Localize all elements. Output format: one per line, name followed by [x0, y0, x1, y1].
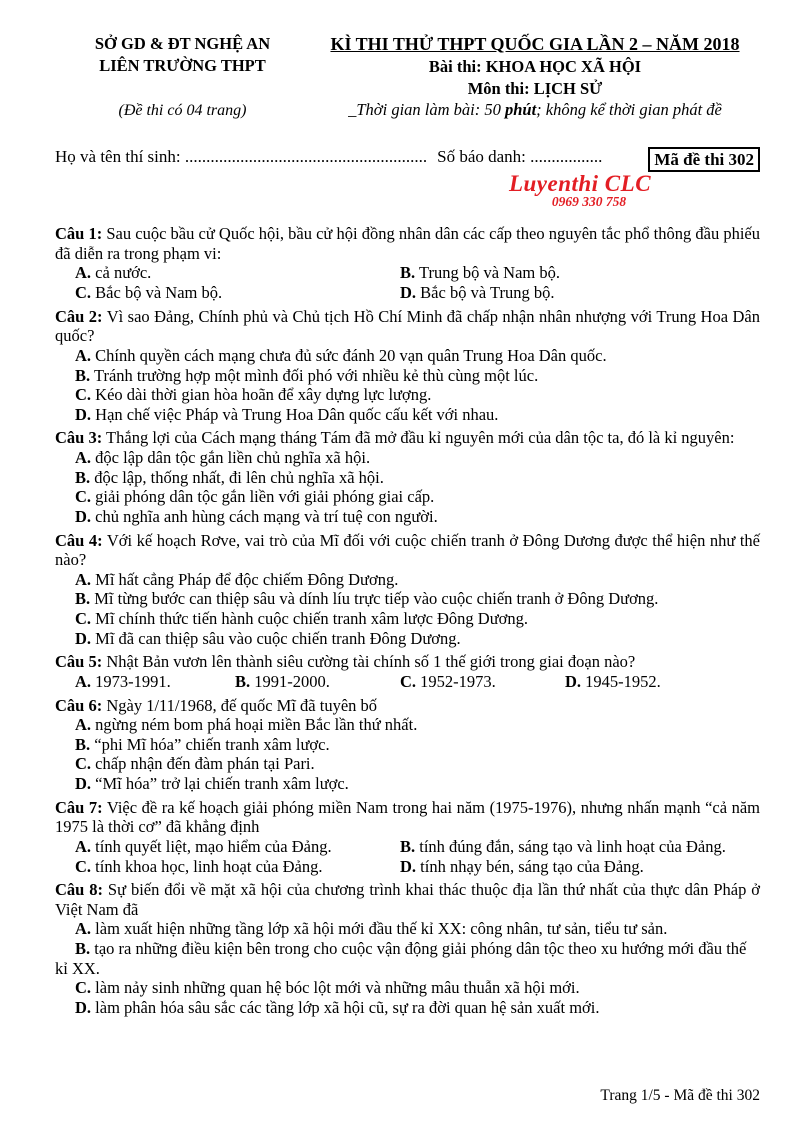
- question-statement: Sự biến đổi về mặt xã hội của chương trình khai thác thuộc địa lần thứ nhất của thực dân Pháp ở Việt Nam đã: [55, 880, 761, 919]
- option-text: “phi Mĩ hóa” chiến tranh xâm lược.: [94, 734, 330, 754]
- option-letter: A.: [75, 715, 92, 735]
- answer-option: [55, 570, 760, 590]
- option-text: Mĩ chính thức tiến hành cuộc chiến tranh xâm lược Đông Dương.: [95, 609, 529, 629]
- duration-suffix: ; không kể thời gian phát đề: [536, 100, 722, 120]
- option-letter: B.: [75, 589, 91, 609]
- question-text: [55, 880, 760, 919]
- authority-line1: SỞ GD & ĐT NGHỆ AN: [94, 34, 271, 53]
- option-letter: A.: [75, 671, 92, 691]
- option-letter: A.: [75, 836, 92, 856]
- option-letter: B.: [235, 671, 251, 691]
- answer-option: [55, 507, 760, 527]
- answer-option: [565, 672, 760, 692]
- answer-option: [55, 609, 760, 629]
- option-letter: D.: [400, 856, 417, 876]
- question-block: [55, 880, 760, 1017]
- question-text: [55, 224, 760, 263]
- candidate-id-field: Số báo danh: .................: [437, 147, 603, 167]
- option-text: làm xuất hiện những tầng lớp xã hội mới đầu thế kỉ XX: công nhân, tư sản, tiểu tư sản.: [95, 919, 668, 939]
- answer-option: [55, 774, 760, 794]
- answer-option: [55, 366, 760, 386]
- option-text: tính đúng đắn, sáng tạo và linh hoạt của Đảng.: [419, 836, 726, 856]
- logo-phone: 0969 330 758: [551, 194, 627, 210]
- exam-code-badge: Mã đề thi 302: [648, 147, 760, 172]
- question-number: Câu 3:: [55, 428, 103, 448]
- option-letter: D.: [75, 628, 92, 648]
- option-letter: A.: [75, 345, 92, 365]
- option-text: độc lập dân tộc gắn liền chủ nghĩa xã hội.: [95, 448, 371, 468]
- option-letter: C.: [75, 978, 92, 998]
- option-text: Trung bộ và Nam bộ.: [418, 263, 560, 283]
- exam-title: KÌ THI THỬ THPT QUỐC GIA LẦN 2 – NĂM 2018: [330, 34, 740, 54]
- question-block: [55, 531, 760, 649]
- options-group: [55, 837, 760, 876]
- answer-option: [55, 978, 760, 998]
- option-text: “Mĩ hóa” trở lại chiến tranh xâm lược.: [95, 774, 349, 794]
- exam-duration: [310, 99, 760, 120]
- answer-option: [55, 735, 760, 755]
- answer-option: [75, 837, 400, 857]
- exam-track: Bài thi: KHOA HỌC XÃ HỘI: [428, 57, 642, 77]
- option-letter: B.: [400, 263, 416, 283]
- questions-list: [55, 224, 760, 1017]
- options-group: [55, 263, 760, 302]
- question-block: [55, 307, 760, 425]
- option-text: 1973-1991.: [95, 671, 171, 691]
- option-text: Chính quyền cách mạng chưa đủ sức đánh 20 vạn quân Trung Hoa Dân quốc.: [95, 345, 607, 365]
- option-letter: A.: [75, 263, 92, 283]
- option-letter: B.: [75, 734, 91, 754]
- question-text: [55, 652, 760, 672]
- answer-option: [55, 405, 760, 425]
- watermark-logo: [475, 172, 685, 210]
- option-letter: A.: [75, 569, 92, 589]
- question-text: [55, 531, 760, 570]
- option-letter: C.: [75, 856, 92, 876]
- options-group: [55, 715, 760, 794]
- option-text: Mĩ từng bước can thiệp sâu và dính líu trực tiếp vào cuộc chiến tranh ở Đông Dương.: [94, 589, 659, 609]
- answer-option: [55, 385, 760, 405]
- option-letter: B.: [400, 836, 416, 856]
- answer-option: [55, 448, 760, 468]
- option-letter: A.: [75, 919, 92, 939]
- option-letter: B.: [75, 939, 91, 959]
- question-block: [55, 652, 760, 691]
- answer-option: [75, 263, 400, 283]
- answer-option: [235, 672, 400, 692]
- option-text: Kéo dài thời gian hòa hoãn để xây dựng lực lượng.: [95, 385, 432, 405]
- option-letter: D.: [75, 774, 92, 794]
- options-group: [55, 570, 760, 649]
- option-letter: C.: [75, 283, 92, 303]
- logo-brand: Luyenthi CLC: [508, 171, 652, 197]
- question-number: Câu 4:: [55, 530, 103, 550]
- question-statement: Nhật Bản vươn lên thành siêu cường tài chính số 1 thế giới trong giai đoạn nào?: [106, 652, 636, 672]
- option-text: chấp nhận đến đàm phán tại Pari.: [95, 754, 315, 774]
- answer-option: [55, 715, 760, 735]
- option-text: Hạn chế việc Pháp và Trung Hoa Dân quốc cấu kết với nhau.: [95, 404, 499, 424]
- options-group: [55, 672, 760, 692]
- answer-option: [55, 346, 760, 366]
- options-group: [55, 346, 760, 425]
- answer-option: [400, 263, 760, 283]
- question-statement: Việc đề ra kế hoạch giải phóng miền Nam trong hai năm (1975-1976), nhưng nhấn mạnh “cả năm 1975 là thời cơ” đã khẳng định: [55, 797, 761, 837]
- question-block: [55, 224, 760, 303]
- option-text: 1991-2000.: [254, 671, 330, 691]
- question-statement: Thắng lợi của Cách mạng tháng Tám đã mở đầu kỉ nguyên mới của dân tộc ta, đó là kỉ nguyên:: [106, 428, 735, 448]
- option-text: độc lập, thống nhất, đi lên chủ nghĩa xã hội.: [94, 467, 384, 487]
- answer-option: [75, 672, 235, 692]
- question-statement: Vì sao Đảng, Chính phủ và Chủ tịch Hồ Chí Minh đã chấp nhận nhân nhượng với Trung Hoa Dân quốc?: [55, 306, 760, 346]
- option-text: tính khoa học, linh hoạt của Đảng.: [95, 856, 323, 876]
- option-text: Bắc bộ và Trung bộ.: [420, 283, 555, 303]
- exam-subject: Môn thi: LỊCH SỬ: [467, 78, 603, 98]
- option-letter: C.: [75, 487, 92, 507]
- answer-option: [55, 487, 760, 507]
- option-letter: D.: [565, 671, 582, 691]
- answer-option: [55, 998, 760, 1018]
- option-letter: C.: [75, 385, 92, 405]
- option-text: tính quyết liệt, mạo hiểm của Đảng.: [95, 836, 332, 856]
- answer-option: [400, 837, 760, 857]
- question-number: Câu 5:: [55, 652, 103, 672]
- question-number: Câu 6:: [55, 695, 103, 715]
- option-text: tạo ra những điều kiện bên trong cho cuộc vận động giải phóng dân tộc theo xu hướng mới đầu thế kỉ XX.: [55, 939, 747, 978]
- question-block: [55, 428, 760, 526]
- exam-header: [55, 33, 760, 121]
- answer-option: [400, 857, 760, 877]
- option-letter: D.: [75, 506, 92, 526]
- answer-option: [75, 283, 400, 303]
- answer-option: [55, 589, 760, 609]
- option-text: Mĩ đã can thiệp sâu vào cuộc chiến tranh Đông Dương.: [95, 628, 461, 648]
- issuing-authority-block: [55, 33, 310, 121]
- question-number: Câu 8:: [55, 880, 103, 900]
- option-text: Mĩ hất cẳng Pháp để độc chiếm Đông Dương.: [95, 569, 399, 589]
- authority-line2: LIÊN TRƯỜNG THPT: [99, 55, 266, 75]
- option-text: cả nước.: [95, 263, 152, 283]
- question-statement: Sau cuộc bầu cử Quốc hội, bầu cử hội đồng nhân dân các cấp theo nguyên tắc phổ thông đầu phiếu đã diễn ra trong phạm vi:: [55, 224, 761, 263]
- options-group: [55, 919, 760, 1017]
- candidate-row: [55, 147, 760, 172]
- question-text: [55, 798, 760, 837]
- question-text: [55, 696, 760, 716]
- option-text: ngừng ném bom phá hoại miền Bắc lần thứ nhất.: [95, 715, 418, 735]
- option-letter: D.: [400, 283, 417, 303]
- option-text: Tránh trường hợp một mình đối phó với nhiều kẻ thù cùng một lúc.: [93, 365, 539, 385]
- option-text: 1945-1952.: [585, 671, 661, 691]
- option-text: 1952-1973.: [420, 671, 496, 691]
- question-statement: Với kế hoạch Rơve, vai trò của Mĩ đối với cuộc chiến tranh ở Đông Dương được thể hiện như thế nào?: [55, 530, 760, 570]
- answer-option: [75, 857, 400, 877]
- option-text: tính nhạy bén, sáng tạo của Đảng.: [420, 856, 644, 876]
- option-letter: D.: [75, 997, 92, 1017]
- option-text: Bắc bộ và Nam bộ.: [95, 283, 223, 303]
- option-text: chủ nghĩa anh hùng cách mạng và trí tuệ con người.: [95, 506, 438, 526]
- question-number: Câu 2:: [55, 306, 103, 326]
- answer-option: [400, 672, 565, 692]
- question-block: [55, 798, 760, 877]
- option-letter: A.: [75, 448, 92, 468]
- option-letter: C.: [400, 671, 417, 691]
- duration-minutes: phút: [504, 100, 537, 120]
- option-letter: B.: [75, 467, 91, 487]
- question-number: Câu 1:: [55, 224, 103, 244]
- question-block: [55, 696, 760, 794]
- options-group: [55, 448, 760, 527]
- option-text: làm nảy sinh những quan hệ bóc lột mới và những mâu thuẫn xã hội mới.: [95, 978, 580, 998]
- question-number: Câu 7:: [55, 797, 103, 817]
- option-text: làm phân hóa sâu sắc các tầng lớp xã hội cũ, sự ra đời quan hệ sản xuất mới.: [95, 997, 600, 1017]
- answer-option: [55, 754, 760, 774]
- option-letter: C.: [75, 609, 92, 629]
- question-statement: Ngày 1/11/1968, đế quốc Mĩ đã tuyên bố: [106, 695, 378, 715]
- answer-option: [55, 919, 760, 939]
- option-letter: B.: [75, 365, 91, 385]
- answer-option: [55, 939, 760, 978]
- option-letter: C.: [75, 754, 92, 774]
- pages-note: (Đề thi có 04 trang): [118, 101, 247, 119]
- answer-option: [400, 283, 760, 303]
- page-footer: Trang 1/5 - Mã đề thi 302: [600, 1087, 760, 1104]
- exam-title-block: [310, 33, 760, 121]
- answer-option: [55, 468, 760, 488]
- answer-option: [55, 629, 760, 649]
- question-text: [55, 428, 760, 448]
- duration-prefix: _Thời gian làm bài: 50: [348, 100, 505, 120]
- option-text: giải phóng dân tộc gắn liền với giải phóng giai cấp.: [95, 487, 435, 507]
- option-letter: D.: [75, 404, 92, 424]
- candidate-name-field: Họ và tên thí sinh: .........................................................: [55, 147, 428, 167]
- question-text: [55, 307, 760, 346]
